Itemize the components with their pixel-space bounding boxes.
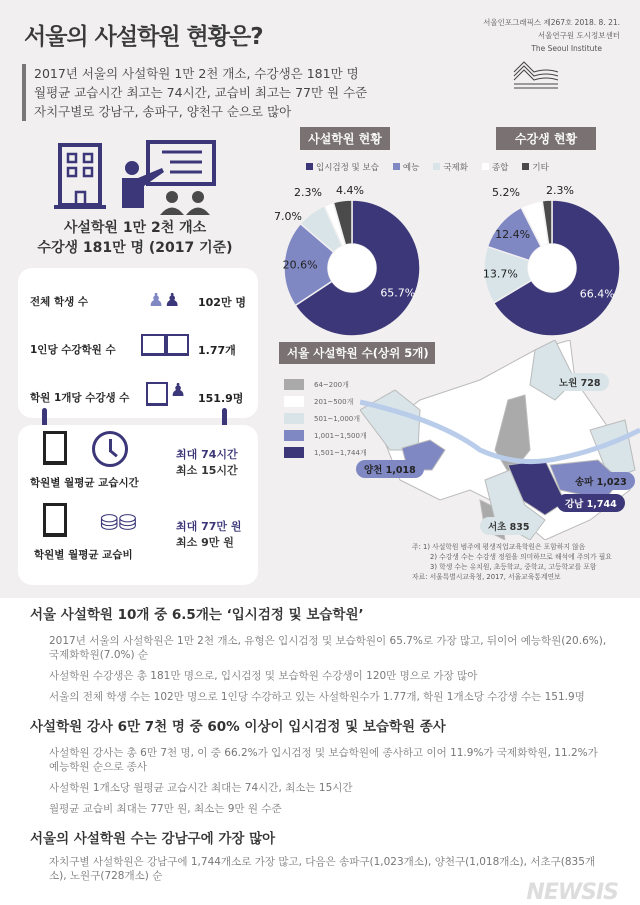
fees-max: 최대 77만 원 — [176, 520, 242, 533]
pie2-title: 수강생 현황 — [496, 127, 596, 150]
legend-swatch — [522, 163, 529, 170]
page-title: 서울의 사설학원 현황은? — [24, 24, 263, 50]
map-legend-item: 501~1,000개 — [284, 410, 367, 427]
stat-label: 학원 1개당 수강생 수 — [30, 392, 130, 404]
academy-count: 사설학원 1만 2천 개소 — [63, 220, 207, 236]
stat-value: 1.77개 — [198, 344, 236, 357]
coins-icon: ⛁⛁ — [100, 511, 137, 536]
legend-swatch — [284, 379, 304, 390]
building-icon — [43, 431, 67, 465]
legend-swatch — [284, 447, 304, 458]
student-count: 수강생 181만 명 (2017 기준) — [37, 240, 233, 256]
pie-label: 2.3% — [546, 184, 574, 197]
section-heading: 서울 사설학원 10개 중 6.5개는 ‘입시검정 및 보습학원’ — [30, 607, 364, 623]
legend-swatch — [482, 163, 489, 170]
section-paragraph: 자치구별 사설학원은 강남구에 1,744개소로 가장 많고, 다음은 송파구(1,023개소), 양천구(1,018개소), 서초구(835개소), 노원구(728개소) 순 — [49, 856, 596, 882]
map-label-nowon: 노원 728 — [551, 373, 609, 391]
section-paragraph: 사설학원 강사는 총 6만 7천 명, 이 중 66.2%가 입시검정 및 보습학원에 종사하고 이어 11.9%가 국제화학원, 11.2%가 예능학원 순으로 종사 — [49, 747, 598, 773]
map-legend-item: 201~500개 — [284, 393, 367, 410]
legend-item: 예능 — [393, 161, 419, 173]
pie-label: 66.4% — [579, 287, 615, 301]
summary-line: 2017년 서울의 사설학원 1만 2천 개소, 수강생은 181만 명 — [34, 66, 359, 81]
hours-fees-card — [18, 425, 258, 585]
building-icon — [54, 145, 106, 209]
stats-card — [18, 268, 258, 418]
pie-label: 5.2% — [492, 186, 520, 199]
pie-label: 65.7% — [380, 286, 416, 300]
section-paragraph: 사설학원 수강생은 총 181만 명으로, 입시검정 및 보습학원 수강생이 120만 명으로 가장 많아 — [49, 670, 478, 682]
building-icon — [328, 244, 376, 292]
legend-swatch — [393, 163, 400, 170]
pie-label: 20.6% — [282, 258, 318, 272]
stat-label: 1인당 수강학원 수 — [30, 344, 116, 356]
map-label-seocho: 서초 835 — [480, 517, 538, 535]
publisher: 서울연구원 도시정보센터 — [537, 31, 620, 40]
pie-label: 4.4% — [336, 184, 364, 197]
map-label-songpa: 송파 1,023 — [567, 472, 635, 490]
building-icon — [146, 382, 168, 406]
source: 자료: 서울특별시교육청, 2017, 서울교육통계연보 — [412, 573, 561, 581]
stat-value: 151.9명 — [198, 392, 244, 405]
publisher-en: The Seoul Institute — [531, 44, 602, 53]
stat-label: 전체 학생 수 — [30, 296, 89, 308]
fees-min: 최소 9만 원 — [176, 536, 234, 549]
fees-range — [176, 519, 241, 551]
section-heading: 사설학원 강사 6만 7천 명 중 60% 이상이 입시검정 및 보습학원 종사 — [30, 719, 446, 735]
legend-item: 국제화 — [433, 161, 468, 173]
legend-item: 기타 — [522, 161, 548, 173]
summary-line: 월평균 교습시간 최고는 74시간, 교습비 최고는 77만 원 수준 — [34, 85, 368, 100]
legend-swatch — [306, 163, 313, 170]
students-icon — [528, 244, 576, 292]
hours-min: 최소 15시간 — [176, 464, 238, 477]
map-label-gangnam: 강남 1,744 — [557, 494, 625, 512]
text-sections — [30, 606, 615, 890]
section-paragraph: 월평균 교습비 최대는 77만 원, 최소는 9만 원 수준 — [49, 803, 282, 815]
section-paragraph: 서울의 전체 학생 수는 102만 명으로 1인당 수강하고 있는 사설학원수가 1.77개, 학원 1개소당 수강생 수는 151.9명 — [49, 691, 585, 703]
legend-swatch — [433, 163, 440, 170]
footnotes — [412, 542, 612, 582]
map-legend-item: 64~200개 — [284, 376, 367, 393]
pie-charts — [270, 180, 640, 340]
section-heading: 서울의 사설학원 수는 강남구에 가장 많아 — [30, 831, 276, 847]
legend-swatch — [284, 413, 304, 424]
academy-teacher-illustration — [52, 140, 222, 220]
overview-headline — [20, 218, 250, 258]
fees-label: 학원별 월평균 교습비 — [34, 549, 133, 561]
stat-value: 102만 명 — [198, 296, 247, 309]
footnote: 2) 수강생 수는 수강생 정원을 의미하므로 해석에 주의가 필요 — [430, 553, 612, 561]
pie-legend — [306, 161, 549, 173]
section-paragraph: 사설학원 1개소당 월평균 교습시간 최대는 74시간, 최소는 15시간 — [49, 782, 353, 794]
issue-info: 서울인포그래픽스 제267호 2018. 8. 21. — [483, 18, 620, 27]
pie-label: 12.4% — [495, 228, 531, 242]
pie-label: 2.3% — [294, 186, 322, 199]
pie-label: 13.7% — [482, 267, 518, 281]
footnote: 3) 학생 수는 유치원, 초등학교, 중학교, 고등학교를 포함 — [430, 563, 597, 571]
map-legend-item: 1,001~1,500개 — [284, 427, 367, 444]
building-icons — [141, 334, 189, 356]
legend-swatch — [284, 430, 304, 441]
publication-info — [483, 16, 620, 55]
footnote: 주: 1) 사설학원 범주에 평생직업교육학원은 포함하지 않음 — [412, 543, 586, 551]
legend-item: 종합 — [482, 161, 508, 173]
clock-icon — [92, 431, 128, 467]
hours-range — [176, 447, 238, 479]
students-icon — [160, 191, 210, 215]
hours-label: 학원별 월평균 교습시간 — [30, 477, 139, 489]
section-paragraph: 2017년 서울의 사설학원은 1만 2천 개소, 유형은 입시검정 및 보습학원이 65.7%로 가장 많고, 뒤이어 예능학원(20.6%), 국제화학원(7.0%) 순 — [49, 635, 607, 661]
map-title: 서울 사설학원 수(상위 5개) — [279, 342, 435, 364]
student-icon: ♟ — [170, 380, 187, 401]
building-icon — [43, 503, 67, 537]
students-icon: ♟♟ — [148, 290, 181, 311]
summary-line: 자치구별로 강남구, 송파구, 양천구 순으로 많아 — [34, 104, 292, 119]
newsis-watermark: NEWSIS — [526, 880, 618, 905]
pie1-title: 사설학원 현황 — [300, 127, 390, 150]
map-legend — [284, 376, 367, 461]
map-label-yangcheon: 양천 1,018 — [356, 460, 424, 478]
legend-swatch — [284, 396, 304, 407]
map-legend-item: 1,501~1,744개 — [284, 444, 367, 461]
legend-item: 입시검정 및 보습 — [306, 161, 379, 173]
seoul-institute-logo — [512, 58, 560, 90]
summary — [22, 64, 367, 121]
hours-max: 최대 74시간 — [176, 448, 238, 461]
pie-label: 7.0% — [274, 210, 302, 223]
